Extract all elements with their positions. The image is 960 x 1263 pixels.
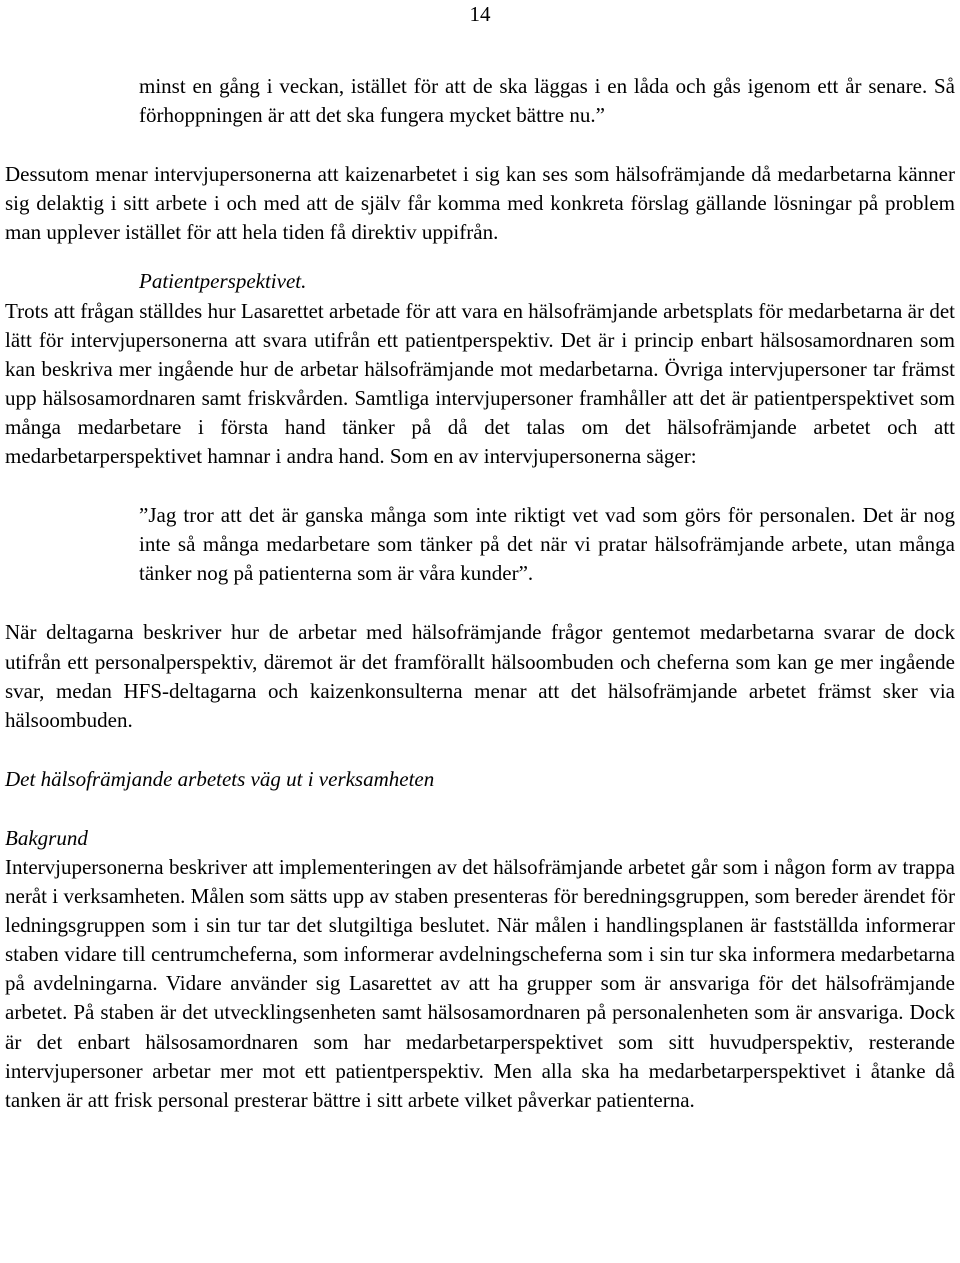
paragraph-quote-continuation: minst en gång i veckan, istället för att de ska läggas i en låda och gås igenom ett år senare. Så förhoppningen är att det ska fungera mycket bättre nu.” xyxy=(139,74,955,128)
paragraph-bakgrund: Intervjupersonerna beskriver att implementeringen av det hälsofrämjande arbetet går som i någon form av trappa neråt i verksamheten. Målen som sätts upp av staben presenteras för beredningsgruppen, som bereder ärendet för ledningsgruppen som i sin tur tar det slutgiltiga beslutet. När målen i handlingsplanen är fastställda informerar staben vidare till centrumcheferna, som informerar avdelningscheferna som i sin tur ska informera medarbetarna på avdelningarna. Vidare använder sig Lasarettet av att ha grupper som är ansvariga för det hälsofrämjande arbetet. På staben är det utvecklingsenheten samt hälsosamordnaren på personalenheten som är ansvariga. Dock är det enbart hälsosamordnaren som har medarbetarperspektivet som sitt huvudperspektiv, resterande intervjupersoner arbetar mer mot ett patientperspektiv. Men alla ska ha medarbetarperspektivet i åtanke då tanken är att frisk personal presterar bättre i sitt arbete vilket påverkar patienterna. xyxy=(5,854,955,1112)
paragraph-deltagarna: När deltagarna beskriver hur de arbetar med hälsofrämjande frågor gentemot medarbetarna svarar de dock utifrån ett personalperspektiv, däremot är det framförallt hälsoombuden och cheferna som kan ge mer ingående svar, medan HFS-deltagarna och kaizenkonsulterna menar att det hälsofrämjande arbetet främst sker via hälsoombuden. xyxy=(5,620,955,732)
page-number: 14 xyxy=(469,2,491,26)
subheading-patientperspektivet: Patientperspektivet. xyxy=(139,269,307,294)
paragraph-patientperspektiv: Trots att frågan ställdes hur Lasarettet arbetade för att vara en hälsofrämjande arbetsplats för medarbetarna är det lätt för intervjupersonerna att svara utifrån ett patientperspektiv. Det är i princip enbart hälsosamordnaren som kan beskriva mer ingående hur de arbetar hälsofrämjande mot medarbetarna. Övriga intervjupersoner tar främst upp hälsosamordnaren samt friskvården. Samtliga intervjupersoner framhåller att det är patientperspektivet som många medarbetare i första hand tänker på då det talas om det hälsofrämjande arbetet och att medarbetarperspektivet hamnar i andra hand. Som en av intervjupersonerna säger: xyxy=(5,298,955,469)
document-body xyxy=(5,72,955,1115)
section-heading: Det hälsofrämjande arbetets väg ut i verksamheten xyxy=(5,766,435,791)
paragraph-kaizen: Dessutom menar intervjupersonerna att kaizenarbetet i sig kan ses som hälsofrämjande då medarbetarna känner sig delaktig i sitt arbete i och med att de själv får komma med konkreta förslag gällande lösningar på problem man upplever istället för att hela tiden få direktiv uppifrån. xyxy=(5,162,955,245)
block-quote: ”Jag tror att det är ganska många som inte riktigt vet vad som görs för personalen. Det är nog inte så många medarbetare som tänker på det när vi pratar hälsofrämjande arbete, utan många tänker nog på patienterna som är våra kunder”. xyxy=(139,503,955,586)
subheading-bakgrund: Bakgrund xyxy=(5,825,88,850)
